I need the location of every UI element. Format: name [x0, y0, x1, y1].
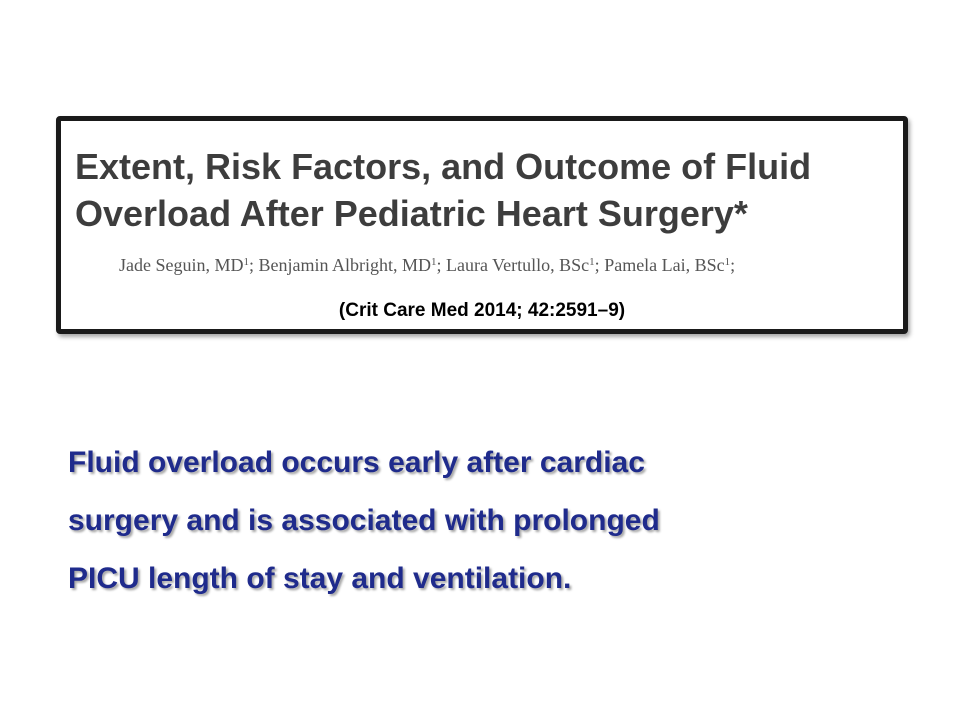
author-name: Benjamin Albright, MD: [258, 255, 432, 275]
author-name: Jade Seguin, MD: [119, 255, 244, 275]
author-affiliation: 1: [243, 256, 249, 268]
author-affiliation: 1: [724, 256, 731, 268]
author-affiliation: 1: [431, 256, 437, 268]
author: [604, 255, 735, 275]
author: [259, 255, 447, 275]
conclusion-statement: [68, 434, 908, 608]
author-affiliation: 1: [589, 256, 595, 268]
conclusion-line-1: Fluid overload occurs early after cardiac: [68, 446, 645, 479]
author-name: Pamela Lai, BSc: [604, 255, 725, 275]
author: [119, 255, 259, 275]
journal-citation: (Crit Care Med 2014; 42:2591–9): [338, 300, 626, 321]
author-separator: ;: [730, 255, 736, 275]
paper-title-line-1: Extent, Risk Factors, and Outcome of Fluid: [75, 146, 812, 187]
conclusion-line-3: PICU length of stay and ventilation.: [68, 562, 572, 595]
author-separator: ;: [249, 255, 259, 275]
author-separator: ;: [436, 255, 447, 275]
author-name: Laura Vertullo, BSc: [446, 255, 590, 275]
author-list: [119, 255, 909, 276]
paper-title-line-2: Overload After Pediatric Heart Surgery*: [75, 193, 748, 234]
paper-title: [75, 143, 901, 237]
author: [446, 255, 604, 275]
paper-citation-box: [56, 116, 908, 334]
author-separator: ;: [594, 255, 605, 275]
conclusion-line-2: surgery and is associated with prolonged: [68, 504, 660, 537]
